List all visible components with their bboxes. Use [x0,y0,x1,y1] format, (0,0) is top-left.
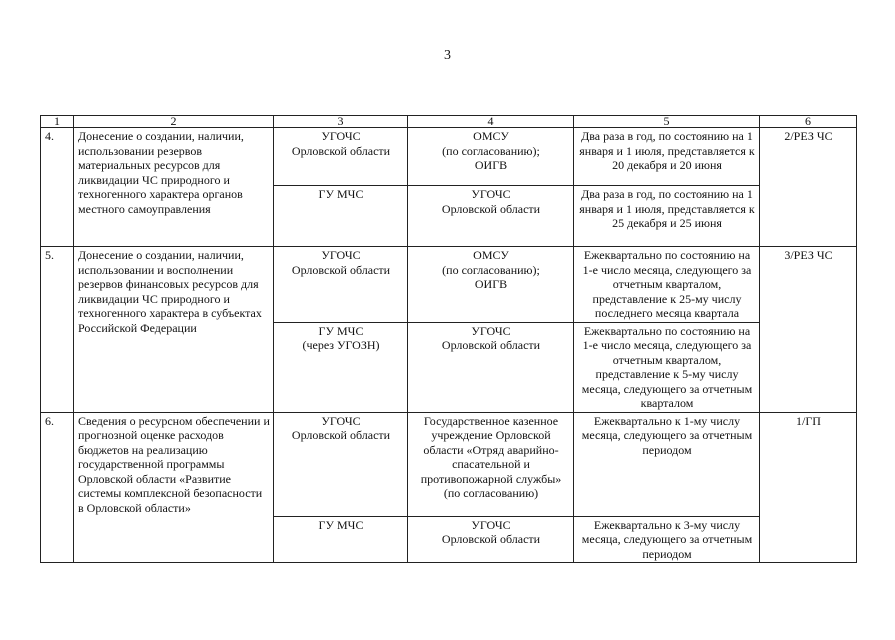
sender-cell: ГУ МЧС (через УГОЗН) [274,322,408,412]
column-header: 5 [574,116,760,128]
period-cell: Ежеквартально по состоянию на 1-е число месяца, следующего за отчетным кварталом, представление к 5-му числу месяца, следующего за отчетным кварталом [574,322,760,412]
form-code: 2/РЕЗ ЧС [760,128,857,247]
recipient-cell: УГОЧС Орловской области [408,516,574,563]
recipient-cell: Государственное казенное учреждение Орловской области «Отряд аварийно-спасательной и противопожарной службы» (по согласованию) [408,412,574,516]
table-row [41,412,857,516]
form-code: 1/ГП [760,412,857,563]
form-code: 3/РЕЗ ЧС [760,247,857,413]
column-header: 4 [408,116,574,128]
sender-cell: ГУ МЧС [274,516,408,563]
report-name: Сведения о ресурсном обеспечении и прогнозной оценке расходов бюджетов на реализацию государственной программы Орловской области «Развитие системы комплексной безопасности в Орловской области» [74,412,274,563]
column-header: 1 [41,116,74,128]
recipient-cell: УГОЧС Орловской области [408,322,574,412]
sender-cell: УГОЧС Орловской области [274,247,408,323]
page-number: 3 [444,48,451,63]
row-number: 6. [41,412,74,563]
period-cell: Ежеквартально к 3-му числу месяца, следующего за отчетным периодом [574,516,760,563]
column-header: 2 [74,116,274,128]
row-number: 4. [41,128,74,247]
recipient-cell: ОМСУ (по согласованию); ОИГВ [408,247,574,323]
period-cell: Два раза в год, по состоянию на 1 января и 1 июля, представляется к 20 декабря и 20 июня [574,128,760,186]
recipient-cell: УГОЧС Орловской области [408,186,574,247]
sender-cell: УГОЧС Орловской области [274,128,408,186]
header-row [41,116,857,128]
table-row [41,128,857,186]
sender-cell: ГУ МЧС [274,186,408,247]
sender-cell: УГОЧС Орловской области [274,412,408,516]
column-header: 6 [760,116,857,128]
period-cell: Ежеквартально к 1-му числу месяца, следующего за отчетным периодом [574,412,760,516]
period-cell: Два раза в год, по состоянию на 1 января и 1 июля, представляется к 25 декабря и 25 июня [574,186,760,247]
column-header: 3 [274,116,408,128]
report-name: Донесение о создании, наличии, использовании резервов материальных ресурсов для ликвидации ЧС природного и техногенного характера органов местного самоуправления [74,128,274,247]
table-row [41,247,857,323]
report-name: Донесение о создании, наличии, использовании и восполнении резервов финансовых ресурсов для ликвидации ЧС природного и техногенного характера в субъектах Российской Федерации [74,247,274,413]
period-cell: Ежеквартально по состоянию на 1-е число месяца, следующего за отчетным кварталом, представление к 25-му числу последнего месяца квартала [574,247,760,323]
row-number: 5. [41,247,74,413]
recipient-cell: ОМСУ (по согласованию); ОИГВ [408,128,574,186]
report-table [40,115,857,563]
